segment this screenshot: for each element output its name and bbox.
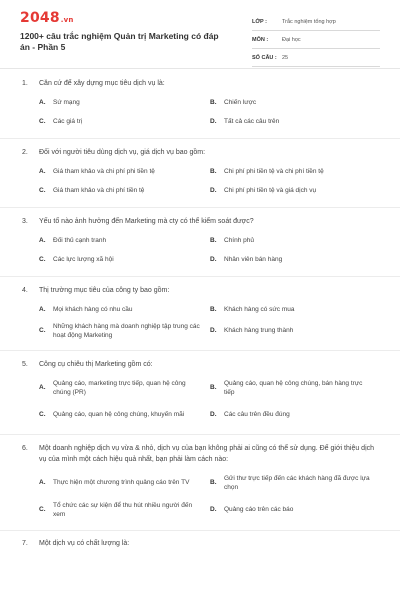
option-text: Đối thủ cạnh tranh bbox=[53, 236, 107, 244]
answer-option[interactable] bbox=[39, 250, 209, 269]
option-row bbox=[0, 374, 400, 402]
question-line bbox=[0, 538, 400, 549]
option-text: Tất cả các câu trên bbox=[224, 117, 280, 125]
answer-option[interactable] bbox=[210, 319, 380, 343]
question-text: Công cụ chiêu thị Marketing gồm có: bbox=[39, 361, 153, 368]
option-letter: D. bbox=[210, 410, 217, 418]
option-text: Sứ mạng bbox=[53, 98, 80, 106]
option-row bbox=[0, 93, 400, 112]
meta-value: Trắc nghiệm tổng hợp bbox=[282, 18, 336, 25]
option-text: Nhân viên bán hàng bbox=[224, 255, 283, 263]
question-text: Thị trường mục tiêu của công ty bao gồm: bbox=[39, 287, 170, 294]
option-text: Chi phí phi tiền tệ và giá dịch vụ bbox=[224, 186, 317, 194]
answer-options bbox=[0, 374, 400, 427]
option-text: Chiến lược bbox=[224, 98, 257, 106]
question-text: Một doanh nghiệp dịch vụ vừa & nhỏ, dịch vụ của bạn không phải ai cũng có thể sử dụng. Để giới thiệu dịch vụ của mình một cách hiệu quả nhất, bạn phải làm cách nào: bbox=[39, 445, 375, 463]
option-letter: B. bbox=[210, 384, 217, 392]
option-text: Các câu trên đều đúng bbox=[224, 410, 290, 418]
page-title: 1200+ câu trắc nghiệm Quản trị Marketing có đáp án - Phần 5 bbox=[20, 31, 219, 52]
question-text: Yếu tố nào ảnh hưởng đến Marketing mà cty có thể kiểm soát được? bbox=[39, 218, 254, 225]
option-letter: B. bbox=[210, 167, 217, 175]
answer-option[interactable] bbox=[210, 162, 380, 181]
meta-label: SỐ CÂU : bbox=[252, 54, 277, 61]
header-divider bbox=[0, 68, 400, 69]
answer-option[interactable] bbox=[39, 497, 209, 523]
answer-option[interactable] bbox=[39, 300, 209, 319]
option-letter: B. bbox=[210, 479, 217, 487]
option-row bbox=[0, 181, 400, 200]
option-letter: A. bbox=[39, 98, 46, 106]
option-row bbox=[0, 402, 400, 427]
document-meta bbox=[252, 13, 380, 67]
option-text: Những khách hàng mà doanh nghiệp tập trung các hoạt động Marketing bbox=[53, 322, 200, 339]
option-letter: D. bbox=[210, 327, 217, 335]
question-item bbox=[0, 351, 400, 434]
question-text: Một dịch vụ có chất lượng là: bbox=[39, 540, 130, 547]
answer-option[interactable] bbox=[39, 112, 209, 131]
answer-option[interactable] bbox=[210, 93, 380, 112]
option-text: Quảng cáo, marketing trực tiếp, quan hệ công chúng (PR) bbox=[53, 379, 186, 396]
question-line bbox=[0, 216, 400, 227]
option-letter: A. bbox=[39, 305, 46, 313]
option-row bbox=[0, 250, 400, 269]
question-list bbox=[0, 70, 400, 549]
option-text: Khách hàng có sức mua bbox=[224, 305, 295, 313]
option-text: Các giá trị bbox=[53, 117, 83, 125]
option-letter: A. bbox=[39, 384, 46, 392]
site-logo[interactable]: 2048.vn bbox=[20, 10, 74, 26]
option-row bbox=[0, 112, 400, 131]
question-line bbox=[0, 285, 400, 296]
question-item bbox=[0, 531, 400, 549]
question-text: Đối với người tiêu dùng dịch vụ, giá dịch vụ bao gồm: bbox=[39, 149, 206, 156]
option-row bbox=[0, 497, 400, 523]
option-text: Quảng cáo, quan hệ công chúng, bán hàng trực tiếp bbox=[224, 379, 363, 396]
option-letter: C. bbox=[39, 117, 46, 125]
question-number: 4. bbox=[22, 287, 28, 294]
answer-option[interactable] bbox=[210, 181, 380, 200]
meta-value: Đại học bbox=[282, 36, 301, 43]
answer-option[interactable] bbox=[39, 319, 209, 343]
answer-option[interactable] bbox=[39, 469, 209, 497]
question-line bbox=[0, 443, 400, 465]
option-letter: C. bbox=[39, 506, 46, 514]
answer-option[interactable] bbox=[210, 374, 380, 402]
meta-label: LỚP : bbox=[252, 18, 267, 25]
option-text: Tổ chức các sự kiện để thu hút nhiều người đến xem bbox=[53, 501, 193, 518]
answer-option[interactable] bbox=[39, 402, 209, 427]
answer-option[interactable] bbox=[210, 469, 380, 497]
option-letter: D. bbox=[210, 255, 217, 263]
option-row bbox=[0, 231, 400, 250]
option-row bbox=[0, 162, 400, 181]
question-item bbox=[0, 435, 400, 530]
question-item bbox=[0, 277, 400, 350]
option-text: Các lực lượng xã hội bbox=[53, 255, 114, 263]
question-item bbox=[0, 139, 400, 207]
option-row bbox=[0, 319, 400, 343]
option-text: Giá tham khảo và chi phí phi tiền tệ bbox=[53, 167, 155, 175]
meta-row-subject bbox=[252, 31, 380, 49]
answer-options bbox=[0, 162, 400, 200]
answer-options bbox=[0, 231, 400, 269]
option-text: Quảng cáo, quan hệ công chúng, khuyến mãi bbox=[53, 410, 185, 418]
option-text: Quảng cáo trên các báo bbox=[224, 506, 294, 514]
meta-row-question-count bbox=[252, 49, 380, 67]
option-text: Khách hàng trung thành bbox=[224, 327, 294, 335]
option-letter: B. bbox=[210, 305, 217, 313]
site-logo-tld: .vn bbox=[60, 16, 74, 24]
question-number: 6. bbox=[22, 445, 28, 452]
option-text: Chính phủ bbox=[224, 236, 254, 244]
option-letter: B. bbox=[210, 236, 217, 244]
option-text: Mọi khách hàng có nhu cầu bbox=[53, 305, 133, 313]
question-number: 2. bbox=[22, 149, 28, 156]
option-letter: D. bbox=[210, 117, 217, 125]
option-letter: A. bbox=[39, 236, 46, 244]
answer-option[interactable] bbox=[39, 374, 209, 402]
answer-option[interactable] bbox=[210, 231, 380, 250]
document-header bbox=[0, 0, 400, 70]
answer-option[interactable] bbox=[210, 112, 380, 131]
answer-option[interactable] bbox=[39, 181, 209, 200]
option-letter: C. bbox=[39, 327, 46, 335]
option-row bbox=[0, 469, 400, 497]
option-text: Chi phí phi tiền tệ và chi phí tiền tệ bbox=[224, 167, 324, 175]
option-letter: B. bbox=[210, 98, 217, 106]
question-number: 7. bbox=[22, 540, 28, 547]
answer-option[interactable] bbox=[210, 402, 380, 427]
answer-options bbox=[0, 300, 400, 343]
answer-option[interactable] bbox=[210, 300, 380, 319]
meta-label: MÔN : bbox=[252, 36, 269, 43]
question-text: Căn cứ để xây dựng mục tiêu dịch vụ là: bbox=[39, 80, 165, 87]
answer-option[interactable] bbox=[39, 231, 209, 250]
option-letter: A. bbox=[39, 479, 46, 487]
answer-option[interactable] bbox=[39, 162, 209, 181]
answer-option[interactable] bbox=[210, 250, 380, 269]
question-number: 3. bbox=[22, 218, 28, 225]
answer-options bbox=[0, 93, 400, 131]
question-line bbox=[0, 359, 400, 370]
option-letter: C. bbox=[39, 186, 46, 194]
option-text: Giá tham khảo và chi phí tiền tệ bbox=[53, 186, 145, 194]
option-row bbox=[0, 300, 400, 319]
option-letter: C. bbox=[39, 410, 46, 418]
answer-options bbox=[0, 469, 400, 523]
option-letter: C. bbox=[39, 255, 46, 263]
option-letter: D. bbox=[210, 186, 217, 194]
meta-value: 25 bbox=[282, 54, 289, 61]
answer-option[interactable] bbox=[210, 497, 380, 523]
option-text: Gửi thư trực tiếp đến các khách hàng đã được lựa chọn bbox=[224, 474, 370, 491]
question-line bbox=[0, 147, 400, 158]
question-line bbox=[0, 78, 400, 89]
option-letter: D. bbox=[210, 506, 217, 514]
option-letter: A. bbox=[39, 167, 46, 175]
question-item bbox=[0, 208, 400, 276]
question-number: 1. bbox=[22, 80, 28, 87]
question-number: 5. bbox=[22, 361, 28, 368]
answer-option[interactable] bbox=[39, 93, 209, 112]
question-item bbox=[0, 70, 400, 138]
meta-row-class bbox=[252, 13, 380, 31]
option-text: Thực hiện một chương trình quảng cáo trên TV bbox=[53, 479, 190, 487]
